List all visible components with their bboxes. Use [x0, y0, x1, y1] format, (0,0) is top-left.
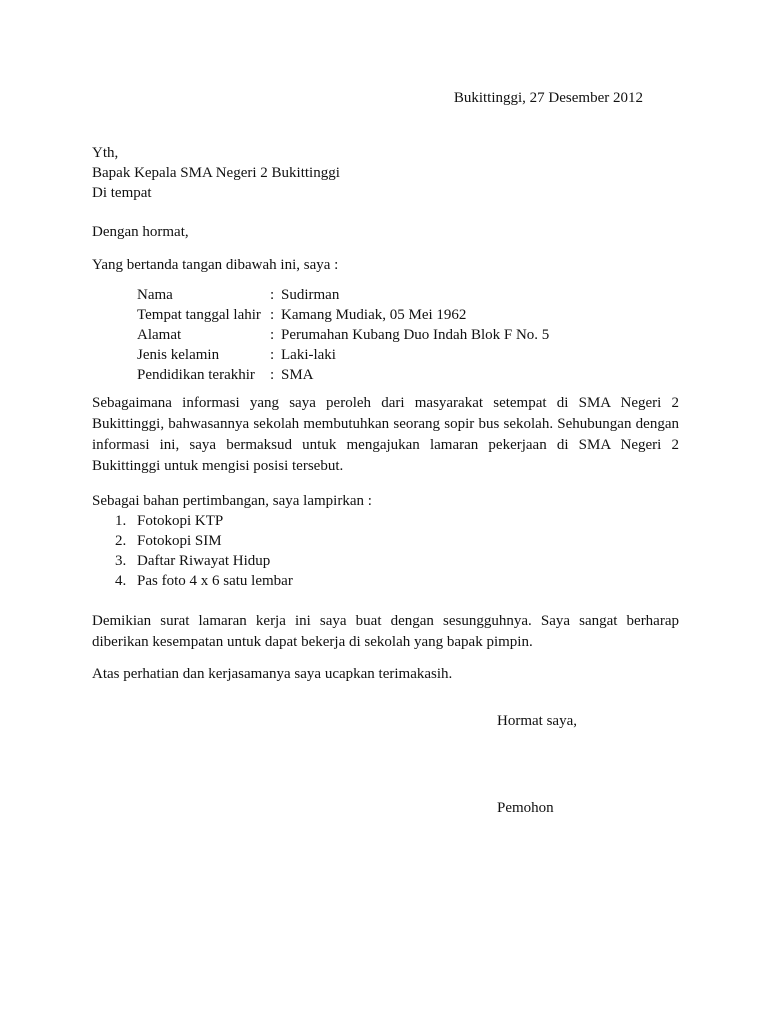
attachment-text: Pas foto 4 x 6 satu lembar [137, 573, 293, 589]
detail-value: Laki-laki [281, 347, 336, 363]
attachment-number: 1. [115, 513, 127, 529]
recipient-place: Di tempat [92, 185, 152, 201]
closing-label: Hormat saya, [497, 713, 577, 729]
detail-row-nama [92, 285, 679, 305]
attachment-item [92, 551, 293, 571]
attachment-number: 3. [115, 553, 127, 569]
attachments-list [92, 511, 293, 591]
detail-value: Perumahan Kubang Duo Indah Blok F No. 5 [281, 327, 550, 343]
detail-label: Pendidikan terakhir [137, 367, 255, 383]
salutation: Dengan hormat, [92, 224, 189, 240]
detail-separator: : [270, 287, 275, 303]
detail-label: Nama [137, 287, 173, 303]
detail-value: SMA [281, 367, 314, 383]
detail-row-kelamin [92, 345, 679, 365]
recipient-salute: Yth, [92, 145, 119, 161]
attachment-item [92, 571, 293, 591]
attachment-text: Fotokopi KTP [137, 513, 224, 529]
detail-label: Tempat tanggal lahir [137, 307, 261, 323]
attachment-text: Daftar Riwayat Hidup [137, 553, 271, 569]
signer-label: Pemohon [497, 800, 554, 816]
detail-label: Alamat [137, 327, 182, 343]
detail-label: Jenis kelamin [137, 347, 220, 363]
detail-separator: : [270, 367, 275, 383]
body-paragraph-2: Demikian surat lamaran kerja ini saya buat dengan sesungguhnya. Saya sangat berharap diberikan kesempatan untuk dapat bekerja di sekolah yang bapak pimpin. [92, 613, 679, 650]
attachment-item [92, 511, 293, 531]
detail-row-pendidikan [92, 365, 679, 385]
detail-row-alamat [92, 325, 679, 345]
body-paragraph-1: Sebagaimana informasi yang saya peroleh dari masyarakat setempat di SMA Negeri 2 Bukittinggi, bahwasannya sekolah membutuhkan seorang sopir bus sekolah. Sehubungan dengan informasi ini, saya bermaksud untuk mengajukan lamaran pekerjaan di SMA Negeri 2 Bukittinggi untuk mengisi posisi tersebut. [92, 395, 679, 474]
attachment-number: 2. [115, 533, 127, 549]
attachments-intro: Sebagai bahan pertimbangan, saya lampirkan : [92, 493, 372, 509]
attachment-number: 4. [115, 573, 127, 589]
date-line: Bukittinggi, 27 Desember 2012 [453, 90, 643, 106]
letter-content [92, 0, 679, 1024]
attachment-item [92, 531, 293, 551]
body-paragraph-3: Atas perhatian dan kerjasamanya saya ucapkan terimakasih. [92, 666, 453, 682]
attachment-text: Fotokopi SIM [137, 533, 222, 549]
recipient-block [92, 143, 340, 203]
intro-line: Yang bertanda tangan dibawah ini, saya : [92, 257, 339, 273]
detail-separator: : [270, 307, 275, 323]
recipient-name: Bapak Kepala SMA Negeri 2 Bukittinggi [92, 165, 340, 181]
detail-row-ttl [92, 305, 679, 325]
personal-details [92, 285, 679, 385]
detail-value: Kamang Mudiak, 05 Mei 1962 [281, 307, 467, 323]
detail-separator: : [270, 327, 275, 343]
detail-value: Sudirman [281, 287, 340, 303]
detail-separator: : [270, 347, 275, 363]
